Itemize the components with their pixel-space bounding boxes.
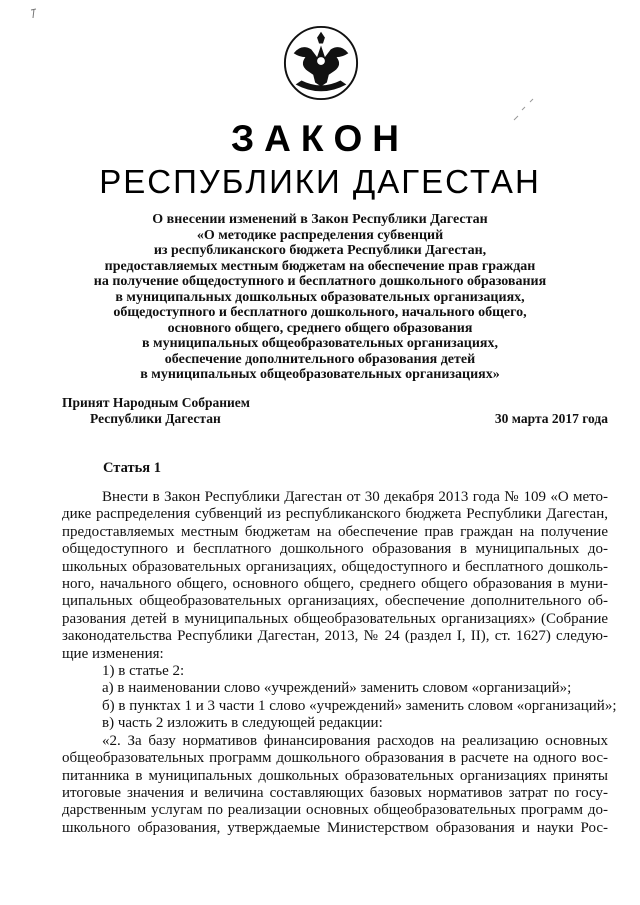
subject-line: обеспечение дополнительного образования детей	[164, 351, 476, 367]
subject-line: в муниципальных общеобразовательных организациях,	[142, 336, 498, 351]
body-line: дике распределения субвенций из республиканского бюджета Республики Дагестан,	[62, 506, 608, 523]
body-line: питанника в муниципальных дошкольных образовательных организациях приняты	[62, 767, 608, 784]
scan-mark	[512, 96, 542, 122]
adoption-line: Принят Народным Собранием	[62, 395, 250, 410]
subject-line: основного общего, среднего общего образования	[167, 320, 473, 336]
body-line: школьных образовательных организациях, общедоступного и бесплатного дошколь-	[62, 558, 608, 575]
body-line: а) в наименовании слово «учреждений» заменить словом «организаций»;	[102, 680, 572, 697]
subject-line: в муниципальных общеобразовательных организациях»	[140, 367, 500, 382]
subject-line: на получение общедоступного и бесплатного дошкольного образования	[93, 274, 547, 289]
body-line: Внести в Закон Республики Дагестан от 30 декабря 2013 года № 109 «О мето-	[102, 489, 608, 505]
adoption-statement	[62, 395, 250, 426]
body-line: щие изменения:	[62, 645, 164, 662]
subject-line: предоставляемых местным бюджетам на обеспечение прав граждан	[104, 258, 536, 274]
body-line: ципальных общеобразовательных организациях, обеспечение дополнительного об-	[62, 593, 608, 610]
body-line: в) часть 2 изложить в следующей редакции:	[102, 715, 383, 732]
body-line: общедоступного и бесплатного дошкольного образования в муниципальных до-	[62, 541, 608, 558]
body-line: предоставляемых местным бюджетам на обеспечение прав граждан на получение	[62, 523, 608, 540]
body-line: ного, начального общего, основного общего, среднего общего образования в муни-	[62, 576, 608, 593]
body-line: дарственным услугам по реализации основных общеобразовательных программ до-	[62, 802, 608, 819]
body-line: б) в пунктах 1 и 3 части 1 слово «учреждений» заменить словом «организаций»;	[102, 697, 617, 714]
body-line: школьного образования, утверждаемые Министерством образования и науки Рос-	[62, 819, 608, 836]
body-line: разования детей в муниципальных общеобразовательных организациях» (Собрание	[62, 610, 608, 627]
body-line: итоговые значения и величина составляющих базовых нормативов затрат по госу-	[62, 784, 608, 801]
subject-line: общедоступного и бесплатного дошкольного, начального общего,	[113, 305, 527, 320]
subject-line: в муниципальных дошкольных образовательных организациях,	[115, 289, 525, 305]
scan-mark	[30, 8, 38, 20]
adoption-line: Республики Дагестан	[90, 410, 221, 426]
document-subtitle: РЕСПУБЛИКИ ДАГЕСТАН	[99, 163, 541, 200]
subject-line: О внесении изменений в Закон Республики Дагестан	[152, 212, 488, 227]
document-title: ЗАКОН	[231, 118, 409, 159]
subject-line: из республиканского бюджета Республики Дагестан,	[153, 243, 487, 258]
coat-of-arms-emblem-icon	[282, 24, 360, 102]
subject-line: «О методике распределения субвенций	[196, 227, 444, 243]
body-line: «2. За базу нормативов финансирования расходов на реализацию основных	[102, 732, 608, 749]
body-line: 1) в статье 2:	[102, 663, 185, 680]
body-line: законодательства Республики Дагестан, 2013, № 24 (раздел I, II), ст. 1627) следую-	[62, 628, 608, 645]
article-body	[62, 489, 617, 837]
body-line: общеобразовательных программ дошкольного образования в расчете на одного вос-	[62, 750, 608, 767]
article-heading: Статья 1	[103, 460, 161, 476]
law-subject	[40, 212, 600, 383]
adoption-date: 30 марта 2017 года	[494, 411, 608, 426]
